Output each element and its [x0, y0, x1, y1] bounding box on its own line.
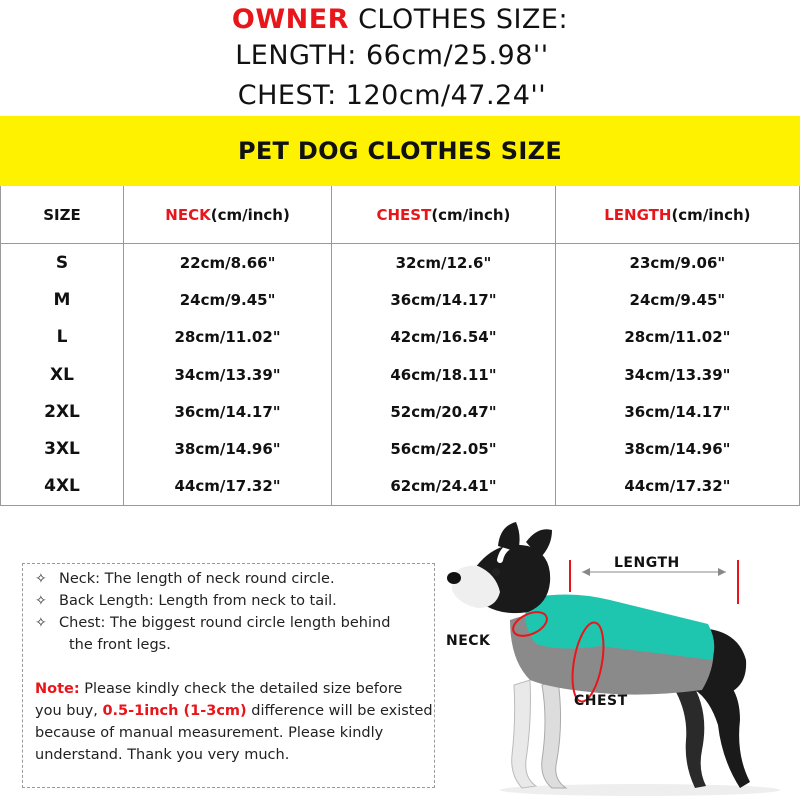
neck-cell: 44cm/17.32" — [124, 468, 332, 506]
length-cell: 36cm/14.17" — [555, 393, 799, 430]
sparkle-bullet-icon: ✧ — [35, 615, 47, 631]
header-neck-red: NECK — [165, 205, 211, 224]
table-row — [1, 244, 800, 282]
chest-cell: 56cm/22.05" — [332, 430, 556, 467]
size-cell: L — [1, 319, 124, 356]
neck-cell: 28cm/11.02" — [124, 319, 332, 356]
length-cell: 44cm/17.32" — [555, 468, 799, 506]
size-cell: XL — [1, 356, 124, 393]
chest-cell: 62cm/24.41" — [332, 468, 556, 506]
table-header-row — [1, 186, 800, 244]
size-cell: 4XL — [1, 468, 124, 506]
note-back-length — [35, 590, 337, 612]
table-row — [1, 356, 800, 393]
owner-title-rest: CLOTHES SIZE: — [348, 4, 569, 35]
table-row — [1, 282, 800, 319]
note-label: Note: — [35, 681, 80, 697]
size-cell: 3XL — [1, 430, 124, 467]
header-chest-red: CHEST — [376, 205, 432, 224]
note-chest — [35, 612, 430, 656]
length-cell: 23cm/9.06" — [555, 244, 799, 282]
size-cell: 2XL — [1, 393, 124, 430]
owner-length: LENGTH: 66cm/25.98'' — [235, 40, 549, 71]
table-row — [1, 430, 800, 467]
header-neck-unit: (cm/inch) — [210, 205, 290, 224]
header-length-red: LENGTH — [604, 205, 672, 224]
header-length — [555, 186, 799, 244]
table-row — [1, 468, 800, 506]
pet-size-banner — [0, 116, 800, 186]
neck-cell: 24cm/9.45" — [124, 282, 332, 319]
size-cell: M — [1, 282, 124, 319]
neck-cell: 38cm/14.96" — [124, 430, 332, 467]
neck-label: NECK — [446, 633, 491, 649]
note-chest-text: Chest: The biggest round circle length behind — [59, 615, 391, 631]
header-length-unit: (cm/inch) — [671, 205, 751, 224]
length-cell: 28cm/11.02" — [555, 319, 799, 356]
header-neck — [124, 186, 332, 244]
chest-cell: 52cm/20.47" — [332, 393, 556, 430]
table-row — [1, 319, 800, 356]
length-cell: 24cm/9.45" — [555, 282, 799, 319]
purchase-note — [35, 678, 433, 766]
note-part1: Please kindly check the detailed size before you buy, — [35, 681, 403, 719]
banner-title: PET DOG CLOTHES SIZE — [237, 137, 563, 165]
table-row — [1, 393, 800, 430]
neck-cell: 36cm/14.17" — [124, 393, 332, 430]
header-chest-unit: (cm/inch) — [431, 205, 511, 224]
size-cell: S — [1, 244, 124, 282]
note-chest-text-cont: the front legs. — [69, 637, 171, 653]
owner-chest: CHEST: 120cm/47.24'' — [237, 80, 547, 111]
size-table — [0, 186, 800, 506]
measurement-notes — [22, 563, 435, 788]
header-size-label: SIZE — [43, 205, 81, 224]
length-cell: 38cm/14.96" — [555, 430, 799, 467]
note-difference: 0.5-1inch (1-3cm) — [102, 703, 247, 719]
note-neck-text: Neck: The length of neck round circle. — [59, 571, 335, 587]
note-part2: difference will be existed because of manual measurement. Please kindly understand. Thank you very much. — [35, 703, 433, 763]
dog-measurement-diagram — [440, 520, 800, 800]
owner-title — [0, 4, 800, 35]
header-chest — [332, 186, 556, 244]
chest-label: CHEST — [574, 693, 628, 709]
header-size — [1, 186, 124, 244]
neck-cell: 22cm/8.66" — [124, 244, 332, 282]
sparkle-bullet-icon: ✧ — [35, 593, 47, 609]
neck-cell: 34cm/13.39" — [124, 356, 332, 393]
length-cell: 34cm/13.39" — [555, 356, 799, 393]
length-label: LENGTH — [614, 555, 680, 571]
sparkle-bullet-icon: ✧ — [35, 571, 47, 587]
chest-cell: 32cm/12.6" — [332, 244, 556, 282]
note-neck — [35, 568, 335, 590]
owner-title-red: OWNER — [231, 4, 349, 35]
chest-cell: 46cm/18.11" — [332, 356, 556, 393]
chest-cell: 42cm/16.54" — [332, 319, 556, 356]
chest-cell: 36cm/14.17" — [332, 282, 556, 319]
note-back-length-text: Back Length: Length from neck to tail. — [59, 593, 337, 609]
